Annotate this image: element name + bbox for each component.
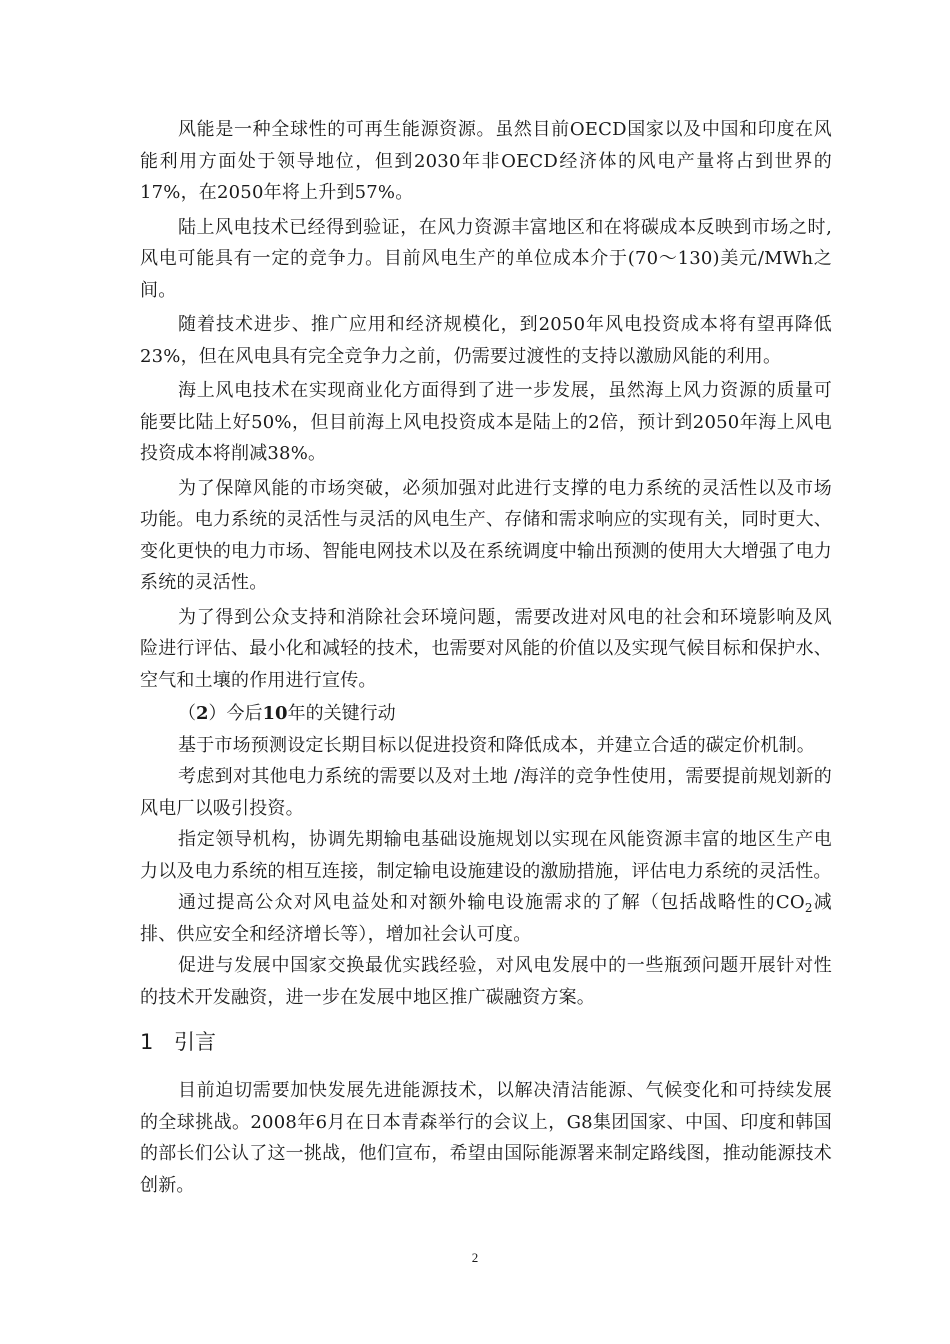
section-heading: [140, 1027, 832, 1057]
co2-subscript: 2: [804, 901, 813, 915]
subheading-years: 10: [262, 703, 288, 724]
paragraph-wind-global: 风能是一种全球性的可再生能源资源。虽然目前OECD国家以及中国和印度在风能利用方面处于领导地位，但到2030年非OECD经济体的风电产量将占到世界的17%，在2050年将上升到57%。: [140, 119, 832, 203]
paragraph-offshore-wind: 海上风电技术在实现商业化方面得到了进一步发展，虽然海上风力资源的质量可能要比陆上好50%，但目前海上风电投资成本是陆上的2倍，预计到2050年海上风电投资成本将削减38%。: [140, 380, 832, 464]
page-number: 2: [471, 1250, 479, 1265]
action-item: 考虑到对其他电力系统的需要以及对土地 /海洋的竞争性使用，需要提前规划新的风电厂以吸引投资。: [140, 766, 832, 819]
subheading-open: （: [178, 703, 196, 724]
action-item-co2: [140, 887, 832, 950]
co2-text-after: 减排、供应安全和经济增长等），增加社会认可度。: [140, 892, 832, 945]
subheading-mid: ）今后: [208, 703, 263, 724]
page-content: [140, 114, 832, 1201]
section-title: 引言: [174, 1030, 216, 1054]
paragraph-onshore-wind: 陆上风电技术已经得到验证，在风力资源丰富地区和在将碳成本反映到市场之时,风电可能具有一定的竞争力。目前风电生产的单位成本介于(70～130)美元/MWh之间。: [140, 216, 832, 301]
action-item: 促进与发展中国家交换最优实践经验，对风电发展中的一些瓶颈问题开展针对性的技术开发融资，进一步在发展中地区推广碳融资方案。: [140, 955, 832, 1008]
action-item: 基于市场预测设定长期目标以促进投资和降低成本，并建立合适的碳定价机制。: [178, 734, 815, 756]
action-item: 指定领导机构，协调先期输电基础设施规划以实现在风能资源丰富的地区生产电力以及电力系统的相互连接，制定输电设施建设的激励措施，评估电力系统的灵活性。: [140, 829, 832, 882]
paragraph-public-support: 为了得到公众支持和消除社会环境问题，需要改进对风电的社会和环境影响及风险进行评估、最小化和减轻的技术，也需要对风能的价值以及实现气候目标和保护水、空气和土壤的作用进行宣传。: [140, 606, 832, 691]
subheading-number: 2: [196, 703, 209, 724]
section-number: 1: [140, 1030, 154, 1054]
paragraph-grid-flexibility: 为了保障风能的市场突破，必须加强对此进行支撑的电力系统的灵活性以及市场功能。电力系统的灵活性与灵活的风电生产、存储和需求响应的实现有关，同时更大、变化更快的电力市场、智能电网技术以及在系统调度中输出预测的使用大大增强了电力系统的灵活性。: [140, 477, 832, 593]
paragraph-introduction: 目前迫切需要加快发展先进能源技术，以解决清洁能源、气候变化和可持续发展的全球挑战。2008年6月在日本青森举行的会议上，G8集团国家、中国、印度和韩国的部长们公认了这一挑战，他们宣布，希望由国际能源署来制定路线图，推动能源技术创新。: [140, 1080, 832, 1196]
subheading-key-actions: [140, 698, 832, 730]
subheading-rest: 年的关键行动: [287, 703, 396, 724]
paragraph-cost-reduction: 随着技术进步、推广应用和经济规模化，到2050年风电投资成本将有望再降低23%，但在风电具有完全竞争力之前，仍需要过渡性的支持以激励风能的利用。: [140, 314, 832, 367]
co2-text-before: 通过提高公众对风电益处和对额外输电设施需求的了解（包括战略性的CO: [178, 892, 805, 913]
